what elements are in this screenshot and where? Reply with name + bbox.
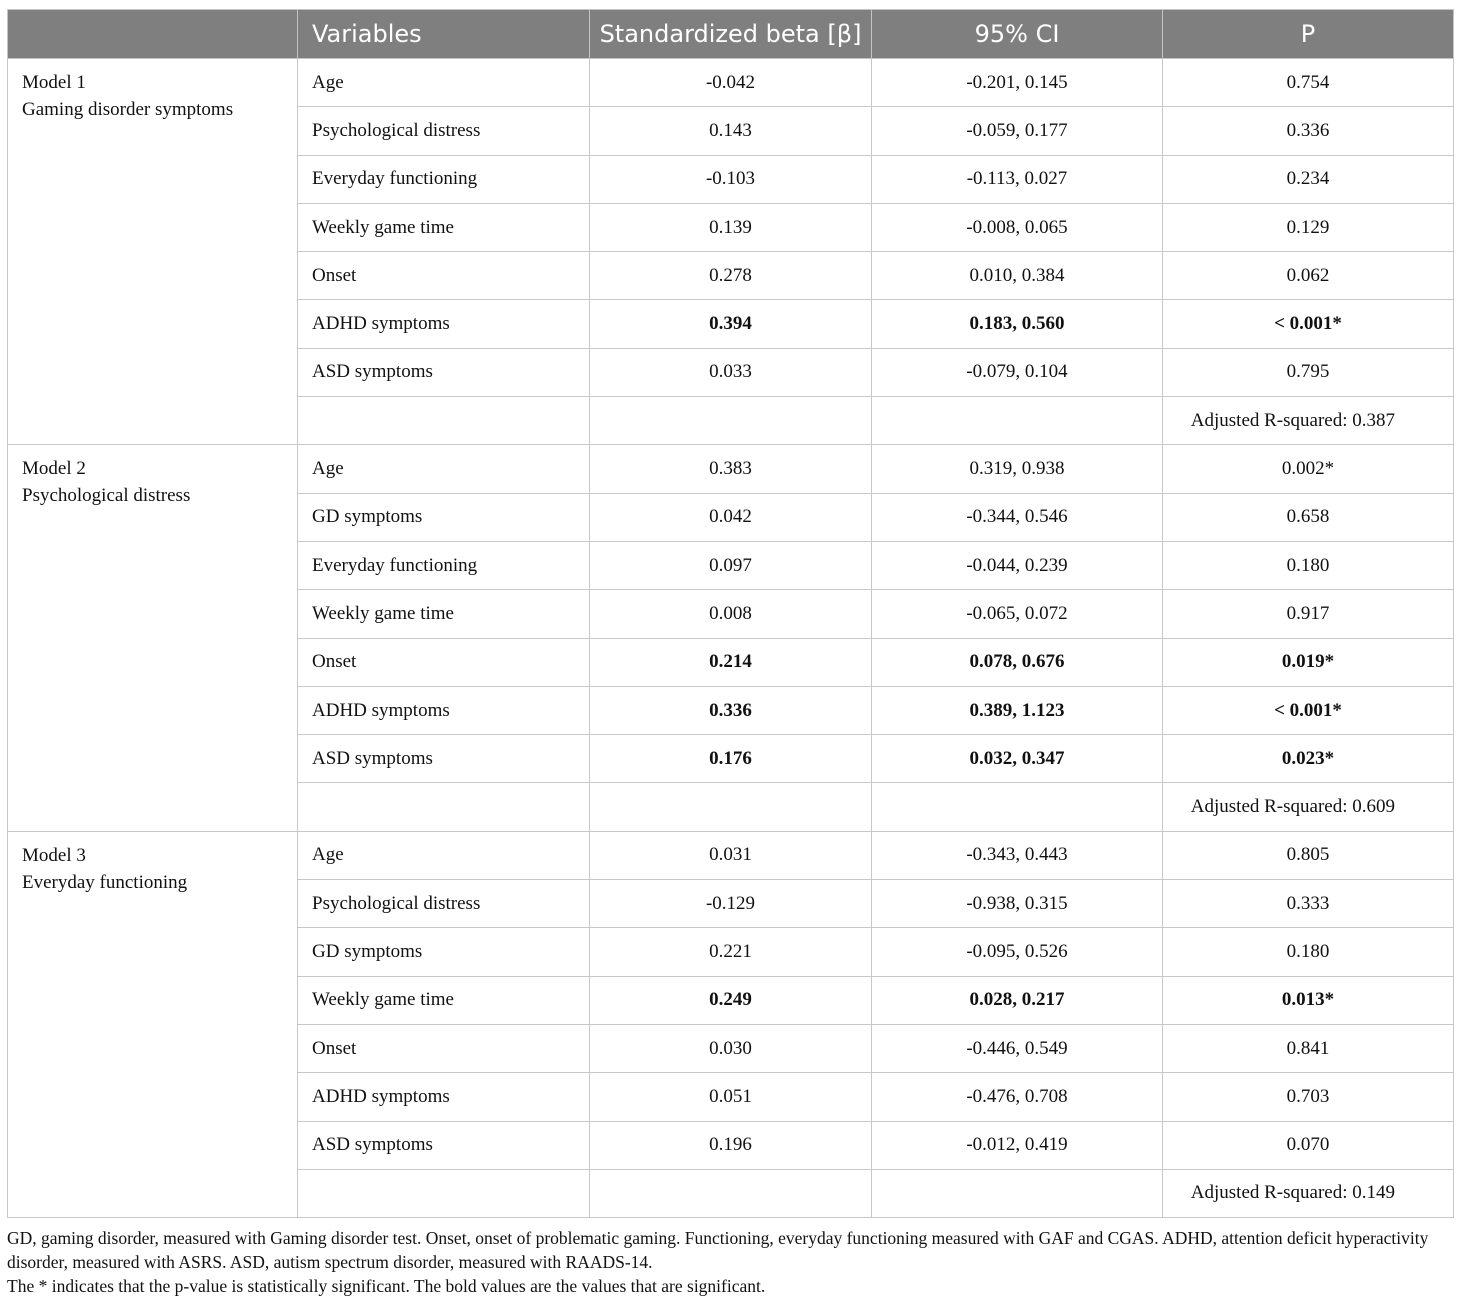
model-label-cell [8,831,298,1217]
ci-cell: 0.032, 0.347 [872,735,1163,783]
ci-cell: -0.476, 0.708 [872,1073,1163,1121]
beta-cell: 0.221 [590,928,872,976]
ci-cell: 0.028, 0.217 [872,976,1163,1024]
table-row [8,445,1454,493]
ci-cell: 0.183, 0.560 [872,300,1163,348]
model-outcome: Gaming disorder symptoms [22,99,234,120]
beta-cell: 0.051 [590,1073,872,1121]
beta-cell: 0.394 [590,300,872,348]
variable-cell: Weekly game time [298,203,590,251]
variable-cell: Weekly game time [298,590,590,638]
header-variables: Variables [298,10,590,59]
beta-cell: 0.143 [590,107,872,155]
table-row [8,59,1454,107]
beta-cell: -0.103 [590,155,872,203]
beta-cell: 0.383 [590,445,872,493]
p-value-cell: 0.180 [1163,541,1454,589]
empty-cell [590,783,872,831]
ci-cell: -0.113, 0.027 [872,155,1163,203]
table-header-row [8,10,1454,59]
ci-cell: -0.044, 0.239 [872,541,1163,589]
beta-cell: -0.042 [590,59,872,107]
ci-cell: 0.010, 0.384 [872,252,1163,300]
p-value-cell: 0.841 [1163,1024,1454,1072]
model-label-cell [8,445,298,831]
variable-cell: Psychological distress [298,107,590,155]
variable-cell: Onset [298,252,590,300]
p-value-cell: 0.180 [1163,928,1454,976]
empty-cell [872,397,1163,445]
beta-cell: 0.176 [590,735,872,783]
ci-cell: -0.008, 0.065 [872,203,1163,251]
p-value-cell: 0.795 [1163,348,1454,396]
variable-cell: ADHD symptoms [298,686,590,734]
table-body [8,59,1454,1218]
variable-cell: GD symptoms [298,928,590,976]
ci-cell: -0.343, 0.443 [872,831,1163,879]
p-value-cell: 0.336 [1163,107,1454,155]
ci-cell: -0.446, 0.549 [872,1024,1163,1072]
ci-cell: 0.319, 0.938 [872,445,1163,493]
footnote-significance: The * indicates that the p-value is statistically significant. The bold values are the values that are significant. [7,1276,766,1296]
ci-cell: -0.938, 0.315 [872,880,1163,928]
variable-cell: ASD symptoms [298,735,590,783]
variable-cell: Age [298,59,590,107]
variable-cell: Weekly game time [298,976,590,1024]
ci-cell: 0.389, 1.123 [872,686,1163,734]
model-outcome: Everyday functioning [22,871,188,893]
empty-cell [298,397,590,445]
p-value-cell: < 0.001* [1163,300,1454,348]
beta-cell: -0.129 [590,880,872,928]
ci-cell: -0.012, 0.419 [872,1121,1163,1169]
beta-cell: 0.196 [590,1121,872,1169]
beta-cell: 0.336 [590,686,872,734]
p-value-cell: 0.062 [1163,252,1454,300]
variable-cell: GD symptoms [298,493,590,541]
regression-table-container [7,9,1453,1218]
variable-cell: Everyday functioning [298,155,590,203]
beta-cell: 0.249 [590,976,872,1024]
variable-cell: Psychological distress [298,880,590,928]
adjusted-r-squared: Adjusted R-squared: 0.387 [1163,397,1454,445]
ci-cell: -0.079, 0.104 [872,348,1163,396]
p-value-cell: 0.013* [1163,976,1454,1024]
header-ci: 95% CI [872,10,1163,59]
p-value-cell: 0.019* [1163,638,1454,686]
model-label-cell [8,59,298,445]
regression-table [7,9,1454,1218]
p-value-cell: 0.805 [1163,831,1454,879]
ci-cell: -0.201, 0.145 [872,59,1163,107]
p-value-cell: 0.002* [1163,445,1454,493]
variable-cell: Onset [298,1024,590,1072]
beta-cell: 0.008 [590,590,872,638]
empty-cell [872,783,1163,831]
footnote-abbreviations: GD, gaming disorder, measured with Gaming disorder test. Onset, onset of problematic gaming. Functioning, everyday functioning measured with GAF and CGAS. ADHD, attention deficit hyperactivity disorder, measured with ASRS. ASD, autism spectrum disorder, measured with RAADS-14. [7,1228,1429,1272]
beta-cell: 0.278 [590,252,872,300]
p-value-cell: 0.023* [1163,735,1454,783]
empty-cell [298,783,590,831]
ci-cell: -0.059, 0.177 [872,107,1163,155]
empty-cell [590,1169,872,1217]
beta-cell: 0.097 [590,541,872,589]
ci-cell: -0.344, 0.546 [872,493,1163,541]
beta-cell: 0.031 [590,831,872,879]
p-value-cell: 0.754 [1163,59,1454,107]
variable-cell: ASD symptoms [298,348,590,396]
p-value-cell: 0.129 [1163,203,1454,251]
empty-cell [872,1169,1163,1217]
beta-cell: 0.214 [590,638,872,686]
beta-cell: 0.033 [590,348,872,396]
model-title: Model 1 [22,72,86,93]
beta-cell: 0.042 [590,493,872,541]
adjusted-r-squared: Adjusted R-squared: 0.609 [1163,783,1454,831]
variable-cell: ASD symptoms [298,1121,590,1169]
adjusted-r-squared: Adjusted R-squared: 0.149 [1163,1169,1454,1217]
variable-cell: Age [298,445,590,493]
table-row [8,831,1454,879]
model-outcome: Psychological distress [22,485,191,507]
empty-cell [298,1169,590,1217]
variable-cell: ADHD symptoms [298,300,590,348]
header-model [8,10,298,59]
variable-cell: Onset [298,638,590,686]
variable-cell: Everyday functioning [298,541,590,589]
table-footnotes [7,1226,1455,1298]
p-value-cell: 0.234 [1163,155,1454,203]
p-value-cell: 0.703 [1163,1073,1454,1121]
beta-cell: 0.139 [590,203,872,251]
ci-cell: -0.095, 0.526 [872,928,1163,976]
p-value-cell: < 0.001* [1163,686,1454,734]
ci-cell: 0.078, 0.676 [872,638,1163,686]
model-title: Model 2 [22,458,86,480]
p-value-cell: 0.917 [1163,590,1454,638]
header-p: P [1163,10,1454,59]
beta-cell: 0.030 [590,1024,872,1072]
header-beta: Standardized beta [β] [590,10,872,59]
p-value-cell: 0.658 [1163,493,1454,541]
ci-cell: -0.065, 0.072 [872,590,1163,638]
p-value-cell: 0.333 [1163,880,1454,928]
model-title: Model 3 [22,844,86,866]
empty-cell [590,397,872,445]
p-value-cell: 0.070 [1163,1121,1454,1169]
variable-cell: Age [298,831,590,879]
variable-cell: ADHD symptoms [298,1073,590,1121]
